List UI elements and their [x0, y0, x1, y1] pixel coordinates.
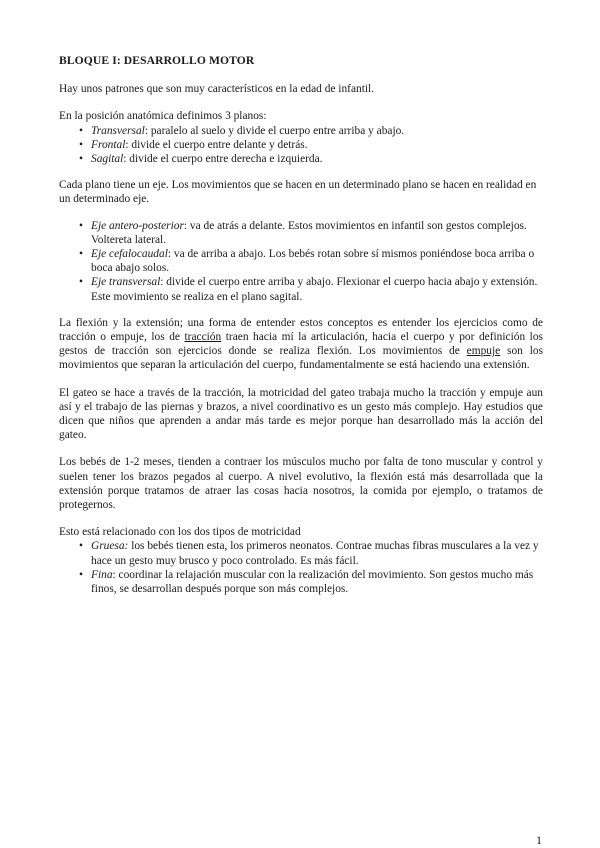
term: Eje cefalocaudal — [91, 248, 168, 261]
definition: : divide el cuerpo entre arriba y abajo. Flexionar el cuerpo hacia abajo y extensión. Este movimiento se realiza en el plano sagital. — [91, 276, 538, 303]
definition: : divide el cuerpo entre derecha e izquierda. — [123, 153, 323, 166]
planes-lead: En la posición anatómica definimos 3 planos: — [59, 110, 267, 123]
definition: : va de atrás a delante. Estos movimientos en infantil son gestos complejos. Voltereta lateral. — [91, 219, 527, 246]
planes-list — [59, 124, 543, 167]
list-item — [59, 138, 543, 152]
definition: : coordinar la relajación muscular con la realización del movimiento. Son gestos mucho más finos, se desarrollan después porque son más complejos. — [91, 568, 534, 596]
term: Sagital — [91, 153, 124, 166]
intro-paragraph: Hay unos patrones que son muy característicos en la edad de infantil. — [59, 83, 375, 96]
term: Eje transversal — [91, 276, 161, 289]
motricidad-list — [59, 539, 543, 596]
list-item — [59, 247, 543, 275]
axes-list — [59, 219, 543, 304]
axes-block — [59, 178, 543, 304]
section-title: BLOQUE I: DESARROLLO MOTOR — [59, 54, 255, 67]
page-number: 1 — [536, 833, 542, 847]
bebes-paragraph: Los bebés de 1-2 meses, tienden a contraer los músculos mucho por falta de tono muscular y control y suelen tener los brazos pegados al cuerpo. A nivel evolutivo, la flexión está más desarrollada que la extensión porque tratamos de atraer las cosas hacia nosotros, la comida por ejemplo, o tratamos de protegernos. — [59, 456, 543, 512]
traccion-term: tracción — [184, 331, 222, 344]
list-item — [59, 275, 543, 303]
planes-block — [59, 109, 543, 166]
empuje-term: empuje — [466, 345, 501, 358]
definition: : va de arriba a abajo. Los bebés rotan sobre sí mismos poniéndose boca arriba o boca abajo solos. — [91, 248, 535, 275]
definition: : divide el cuerpo entre delante y detrás. — [125, 138, 308, 151]
definition: los bebés tienen esta, los primeros neonatos. Contrae muchas fibras musculares a la vez y hace un gesto muy brusco y poco controlado. Es más fácil. — [91, 540, 539, 567]
term: Transversal — [91, 124, 145, 137]
motricidad-block — [59, 525, 543, 596]
list-item — [59, 539, 543, 567]
motricidad-lead: Esto está relacionado con los dos tipos de motricidad — [59, 526, 301, 539]
list-item — [59, 568, 543, 596]
term: Frontal — [91, 138, 126, 151]
list-item — [59, 219, 543, 247]
flexion-paragraph: La flexión y la extensión; una forma de entender estos conceptos es entender los ejercicios como de tracción o empuje, los de tracción traen hacia mí la articulación, hacia el cuerpo y por definición los gestos de tracción son ejercicios donde se realiza flexión. Los movimientos de empuje son los movimientos que separan la articulación del cuerpo, fundamentalmente se está haciendo una extensión. — [59, 316, 543, 372]
term: Fina — [91, 568, 113, 581]
document-page — [59, 54, 543, 596]
list-item — [59, 124, 543, 138]
term: Eje antero-posterior — [91, 219, 184, 232]
list-item — [59, 152, 543, 166]
axes-lead: Cada plano tiene un eje. Los movimientos que se hacen en un determinado plano se hacen en realidad en un determinado eje. — [59, 179, 537, 206]
definition: : paralelo al suelo y divide el cuerpo entre arriba y abajo. — [144, 124, 405, 137]
term: Gruesa: — [91, 540, 129, 553]
gateo-paragraph: El gateo se hace a través de la tracción, la motricidad del gateo trabaja mucho la tracción y empuje aun así y el trabajo de las piernas y brazos, a nivel coordinativo es un gesto más complejo. Hay estudios que dicen que niños que aprenden a andar más tarde es mejor porque han desarrollado más la acción del gateo. — [59, 386, 543, 442]
